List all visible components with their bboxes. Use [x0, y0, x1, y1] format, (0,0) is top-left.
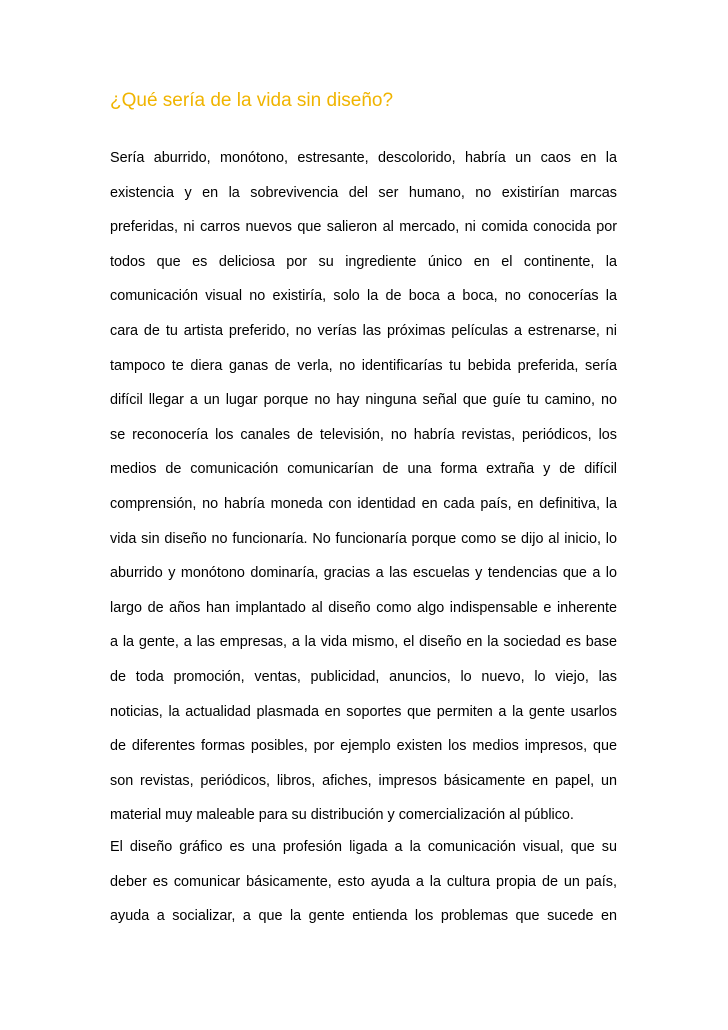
paragraph-line: de toda promoción, ventas, publicidad, anuncios, lo nuevo, lo viejo, las [110, 668, 617, 685]
paragraph-line: noticias, la actualidad plasmada en soportes que permiten a la gente usarlos [110, 703, 617, 720]
paragraph-line: deber es comunicar básicamente, esto ayuda a la cultura propia de un país, [110, 873, 617, 890]
paragraph-line: a la gente, a las empresas, a la vida mismo, el diseño en la sociedad es base [110, 634, 617, 651]
paragraph-line: son revistas, periódicos, libros, afiches, impresos básicamente en papel, un [110, 772, 617, 789]
paragraph-line: medios de comunicación comunicarían de una forma extraña y de difícil [110, 461, 617, 478]
paragraph-line: existencia y en la sobrevivencia del ser humano, no existirían marcas [110, 184, 617, 201]
paragraph-line: vida sin diseño no funcionaría. No funcionaría porque como se dijo al inicio, lo [110, 530, 617, 547]
paragraph-line: difícil llegar a un lugar porque no hay ninguna señal que guíe tu camino, no [110, 392, 617, 409]
paragraph-line: comunicación visual no existiría, solo la de boca a boca, no conocerías la [110, 288, 617, 305]
paragraph-line: largo de años han implantado al diseño como algo indispensable e inherente [110, 599, 617, 616]
paragraph-1 [110, 145, 617, 837]
paragraph-line: tampoco te diera ganas de verla, no identificarías tu bebida preferida, sería [110, 357, 617, 374]
paragraph-line: todos que es deliciosa por su ingrediente único en el continente, la [110, 253, 617, 270]
paragraph-line: El diseño gráfico es una profesión ligada a la comunicación visual, que su [110, 839, 617, 855]
paragraph-line: material muy maleable para su distribución y comercialización al público. [110, 807, 574, 824]
paragraph-2 [110, 834, 617, 938]
paragraph-line: ayuda a socializar, a que la gente entienda los problemas que sucede en [110, 908, 617, 925]
paragraph-line: Sería aburrido, monótono, estresante, descolorido, habría un caos en la [110, 150, 617, 166]
paragraph-line: comprensión, no habría moneda con identidad en cada país, en definitiva, la [110, 495, 617, 512]
paragraph-line: de diferentes formas posibles, por ejemplo existen los medios impresos, que [110, 738, 617, 755]
paragraph-line: aburrido y monótono dominaría, gracias a las escuelas y tendencias que a lo [110, 565, 617, 582]
document-title: ¿Qué sería de la vida sin diseño? [110, 90, 394, 111]
paragraph-line: preferidas, ni carros nuevos que salieron al mercado, ni comida conocida por [110, 219, 617, 236]
paragraph-line: se reconocería los canales de televisión, no habría revistas, periódicos, los [110, 426, 617, 443]
paragraph-line: cara de tu artista preferido, no verías las próximas películas a estrenarse, ni [110, 322, 617, 339]
